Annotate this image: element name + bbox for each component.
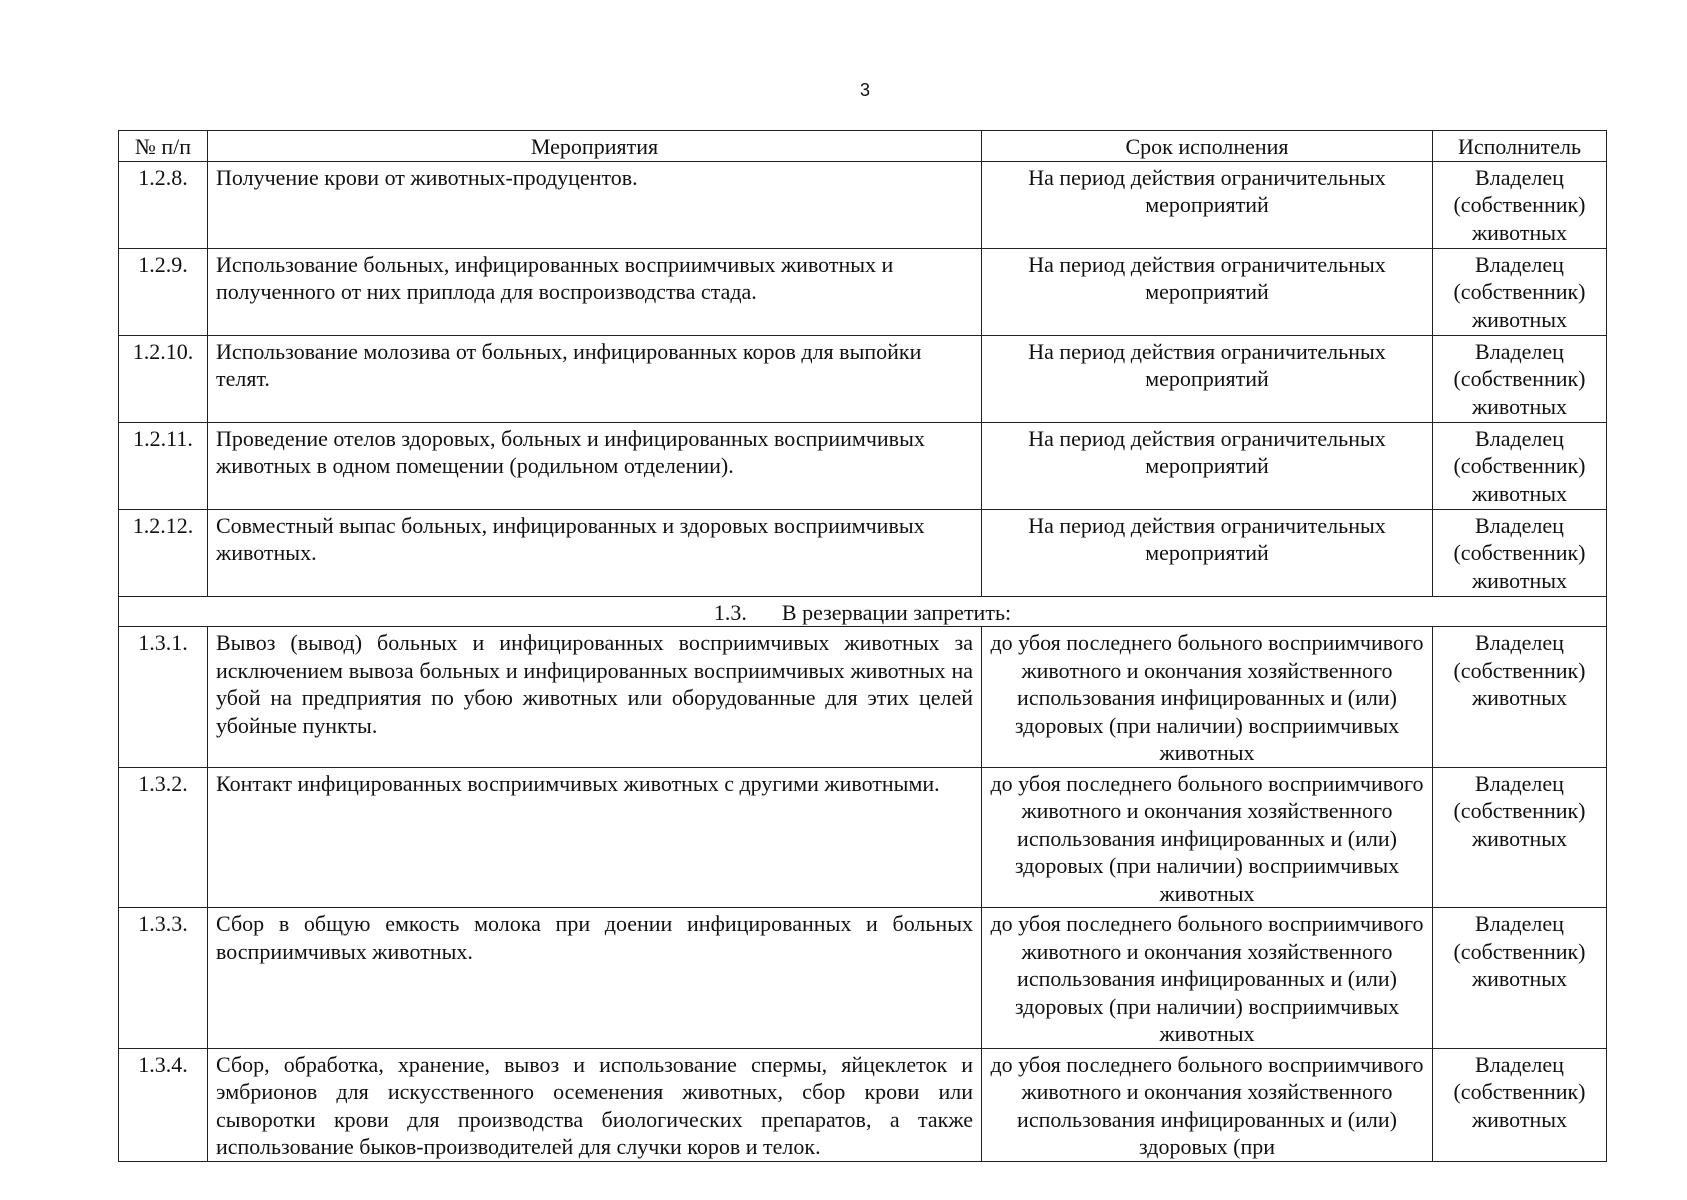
header-activity: Мероприятия [208, 131, 982, 162]
row-activity: Совместный выпас больных, инфицированных и здоровых восприимчивых животных. [208, 509, 982, 596]
section-heading [119, 596, 1607, 627]
row-term: до убоя последнего больного восприимчивого животного и окончания хозяйственного использования инфицированных и (или) здоровых (при [982, 1048, 1433, 1161]
row-term: На период действия ограничительных мероприятий [982, 161, 1433, 248]
table-row [119, 1048, 1607, 1161]
row-term: до убоя последнего больного восприимчивого животного и окончания хозяйственного использования инфицированных и (или) здоровых (при наличии) восприимчивых животных [982, 908, 1433, 1049]
table-row [119, 248, 1607, 335]
row-term: На период действия ограничительных мероприятий [982, 509, 1433, 596]
row-term: до убоя последнего больного восприимчивого животного и окончания хозяйственного использования инфицированных и (или) здоровых (при наличии) восприимчивых животных [982, 627, 1433, 768]
row-activity: Сбор в общую емкость молока при доении инфицированных и больных восприимчивых животных. [208, 908, 982, 1049]
row-activity: Вывоз (вывод) больных и инфицированных восприимчивых животных за исключением вывоза больных и инфицированных восприимчивых животных на убой на предприятия по убою животных или оборудованные для этих целей убойные пункты. [208, 627, 982, 768]
table-row [119, 161, 1607, 248]
table-row [119, 627, 1607, 768]
row-term: На период действия ограничительных мероприятий [982, 335, 1433, 422]
row-num: 1.3.4. [119, 1048, 208, 1161]
section-number: 1.3. [713, 599, 747, 625]
row-num: 1.2.9. [119, 248, 208, 335]
row-num: 1.2.12. [119, 509, 208, 596]
row-term: На период действия ограничительных мероприятий [982, 422, 1433, 509]
table-row [119, 509, 1607, 596]
row-executor: Владелец (собственник) животных [1433, 335, 1607, 422]
row-num: 1.2.11. [119, 422, 208, 509]
row-num: 1.3.1. [119, 627, 208, 768]
section-title: В резервации запретить: [781, 599, 1012, 625]
row-executor: Владелец (собственник) животных [1433, 248, 1607, 335]
row-num: 1.2.8. [119, 161, 208, 248]
header-term: Срок исполнения [982, 131, 1433, 162]
header-executor: Исполнитель [1433, 131, 1607, 162]
row-executor: Владелец (собственник) животных [1433, 908, 1607, 1049]
table-row [119, 767, 1607, 908]
row-executor: Владелец (собственник) животных [1433, 767, 1607, 908]
section-row [119, 596, 1607, 627]
measures-table [118, 130, 1607, 1162]
row-term: до убоя последнего больного восприимчивого животного и окончания хозяйственного использования инфицированных и (или) здоровых (при наличии) восприимчивых животных [982, 767, 1433, 908]
row-num: 1.3.3. [119, 908, 208, 1049]
table-row [119, 422, 1607, 509]
table-header-row [119, 131, 1607, 162]
row-activity: Сбор, обработка, хранение, вывоз и использование спермы, яйцеклеток и эмбрионов для искусственного осеменения животных, сбор крови или сыворотки крови для производства биологических препаратов, а также использование быков-производителей для случки коров и телок. [208, 1048, 982, 1161]
page-number: 3 [859, 80, 870, 100]
row-executor: Владелец (собственник) животных [1433, 627, 1607, 768]
table-row [119, 908, 1607, 1049]
row-num: 1.2.10. [119, 335, 208, 422]
row-activity: Контакт инфицированных восприимчивых животных с другими животными. [208, 767, 982, 908]
row-executor: Владелец (собственник) животных [1433, 1048, 1607, 1161]
row-executor: Владелец (собственник) животных [1433, 161, 1607, 248]
row-num: 1.3.2. [119, 767, 208, 908]
row-executor: Владелец (собственник) животных [1433, 509, 1607, 596]
row-activity: Получение крови от животных-продуцентов. [208, 161, 982, 248]
row-activity: Использование молозива от больных, инфицированных коров для выпойки телят. [208, 335, 982, 422]
header-num: № п/п [119, 131, 208, 162]
row-activity: Проведение отелов здоровых, больных и инфицированных восприимчивых животных в одном помещении (родильном отделении). [208, 422, 982, 509]
row-activity: Использование больных, инфицированных восприимчивых животных и полученного от них приплода для воспроизводства стада. [208, 248, 982, 335]
row-term: На период действия ограничительных мероприятий [982, 248, 1433, 335]
table-row [119, 335, 1607, 422]
row-executor: Владелец (собственник) животных [1433, 422, 1607, 509]
